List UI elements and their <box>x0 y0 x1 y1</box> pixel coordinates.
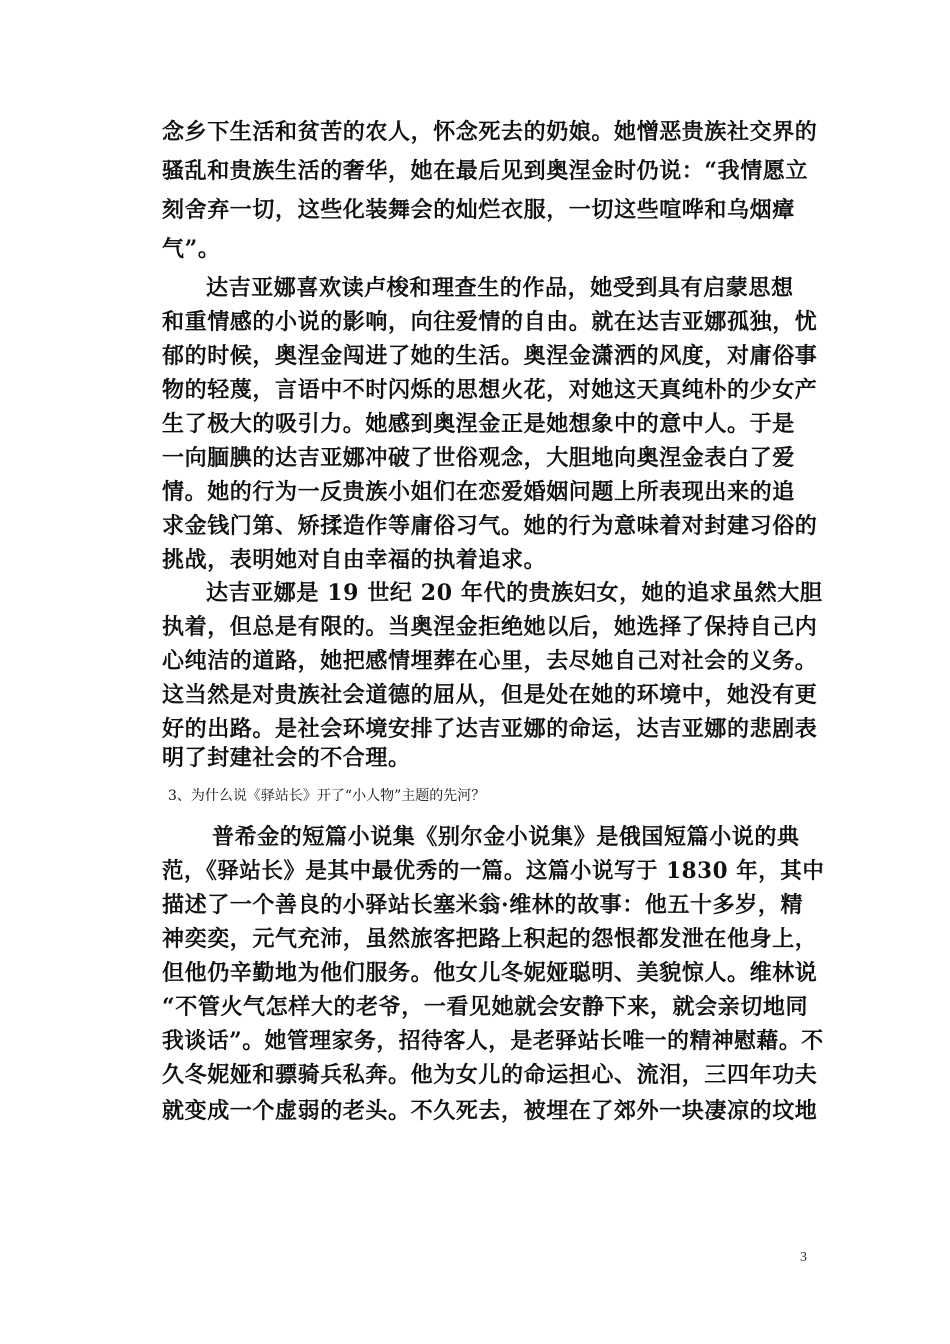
text-line: 描述了一个善良的小驿站长塞米翁·维林的故事：他五十多岁，精 <box>162 892 804 918</box>
text-line: 但他仍辛勤地为他们服务。他女儿冬妮娅聪明、美貌惊人。维林说 <box>162 960 818 986</box>
text-line: “不管火气怎样大的老爷，一看见她就会安静下来，就会亲切地同 <box>162 994 809 1020</box>
text-line: 我谈话”。她管理家务，招待客人，是老驿站长唯一的精神慰藉。不 <box>162 1028 824 1054</box>
text-line: 挑战，表明她对自由幸福的执着追求。 <box>162 547 547 573</box>
text-line: 明了封建社会的不合理。 <box>162 745 411 771</box>
text-line: 范，《驿站长》是其中最优秀的一篇。这篇小说写于 1830 年，其中 <box>162 858 825 884</box>
text-line: 就变成一个虚弱的老头。不久死去，被埋在了郊外一块凄凉的坟地 <box>162 1098 818 1124</box>
text-line: 执着，但总是有限的。当奥涅金拒绝她以后，她选择了保持自己内 <box>162 614 818 640</box>
text-line: 气”。 <box>162 236 221 262</box>
text-line: 和重情感的小说的影响，向往爱情的自由。就在达吉亚娜孤独，忧 <box>162 309 818 335</box>
text-line: 郁的时候，奥涅金闯进了她的生活。奥涅金潇洒的风度，对庸俗事 <box>162 343 818 369</box>
text-line: 达吉亚娜是 19 世纪 20 年代的贵族妇女，她的追求虽然大胆 <box>206 580 823 606</box>
text-line: 刻舍弃一切，这些化装舞会的灿烂衣服，一切这些喧哗和乌烟瘴 <box>162 197 795 223</box>
text-line: 达吉亚娜喜欢读卢梭和理查生的作品，她受到具有启蒙思想 <box>206 275 794 301</box>
text-line: 求金钱门第、矫揉造作等庸俗习气。她的行为意味着对封建习俗的 <box>162 513 818 539</box>
text-line: 一向腼腆的达吉亚娜冲破了世俗观念，大胆地向奥涅金表白了爱 <box>162 445 795 471</box>
text-line: 心纯洁的道路，她把感情埋葬在心里，去尽她自己对社会的义务。 <box>162 648 818 674</box>
text-line: 骚乱和贵族生活的奢华，她在最后见到奥涅金时仍说：“我情愿立 <box>162 158 809 184</box>
question-heading: 3、为什么说《驿站长》开了“小人物”主题的先河？ <box>168 788 486 804</box>
text-line: 念乡下生活和贫苦的农人，怀念死去的奶娘。她憎恶贵族社交界的 <box>162 119 818 145</box>
text-line: 神奕奕，元气充沛，虽然旅客把路上积起的怨恨都发泄在他身上， <box>162 926 818 952</box>
text-line: 生了极大的吸引力。她感到奥涅金正是她想象中的意中人。于是 <box>162 411 795 437</box>
text-line: 久冬妮娅和骠骑兵私奔。他为女儿的命运担心、流泪，三四年功夫 <box>162 1062 818 1088</box>
page-number: 3 <box>800 1250 807 1265</box>
text-line: 普希金的短篇小说集《别尔金小说集》是俄国短篇小说的典 <box>212 824 800 850</box>
text-line: 这当然是对贵族社会道德的屈从，但是处在她的环境中，她没有更 <box>162 682 818 708</box>
text-line: 好的出路。是社会环境安排了达吉亚娜的命运，达吉亚娜的悲剧表 <box>162 716 818 742</box>
text-line: 情。她的行为一反贵族小姐们在恋爱婚姻问题上所表现出来的追 <box>162 479 795 505</box>
text-line: 物的轻蔑，言语中不时闪烁的思想火花，对她这天真纯朴的少女产 <box>162 377 818 403</box>
